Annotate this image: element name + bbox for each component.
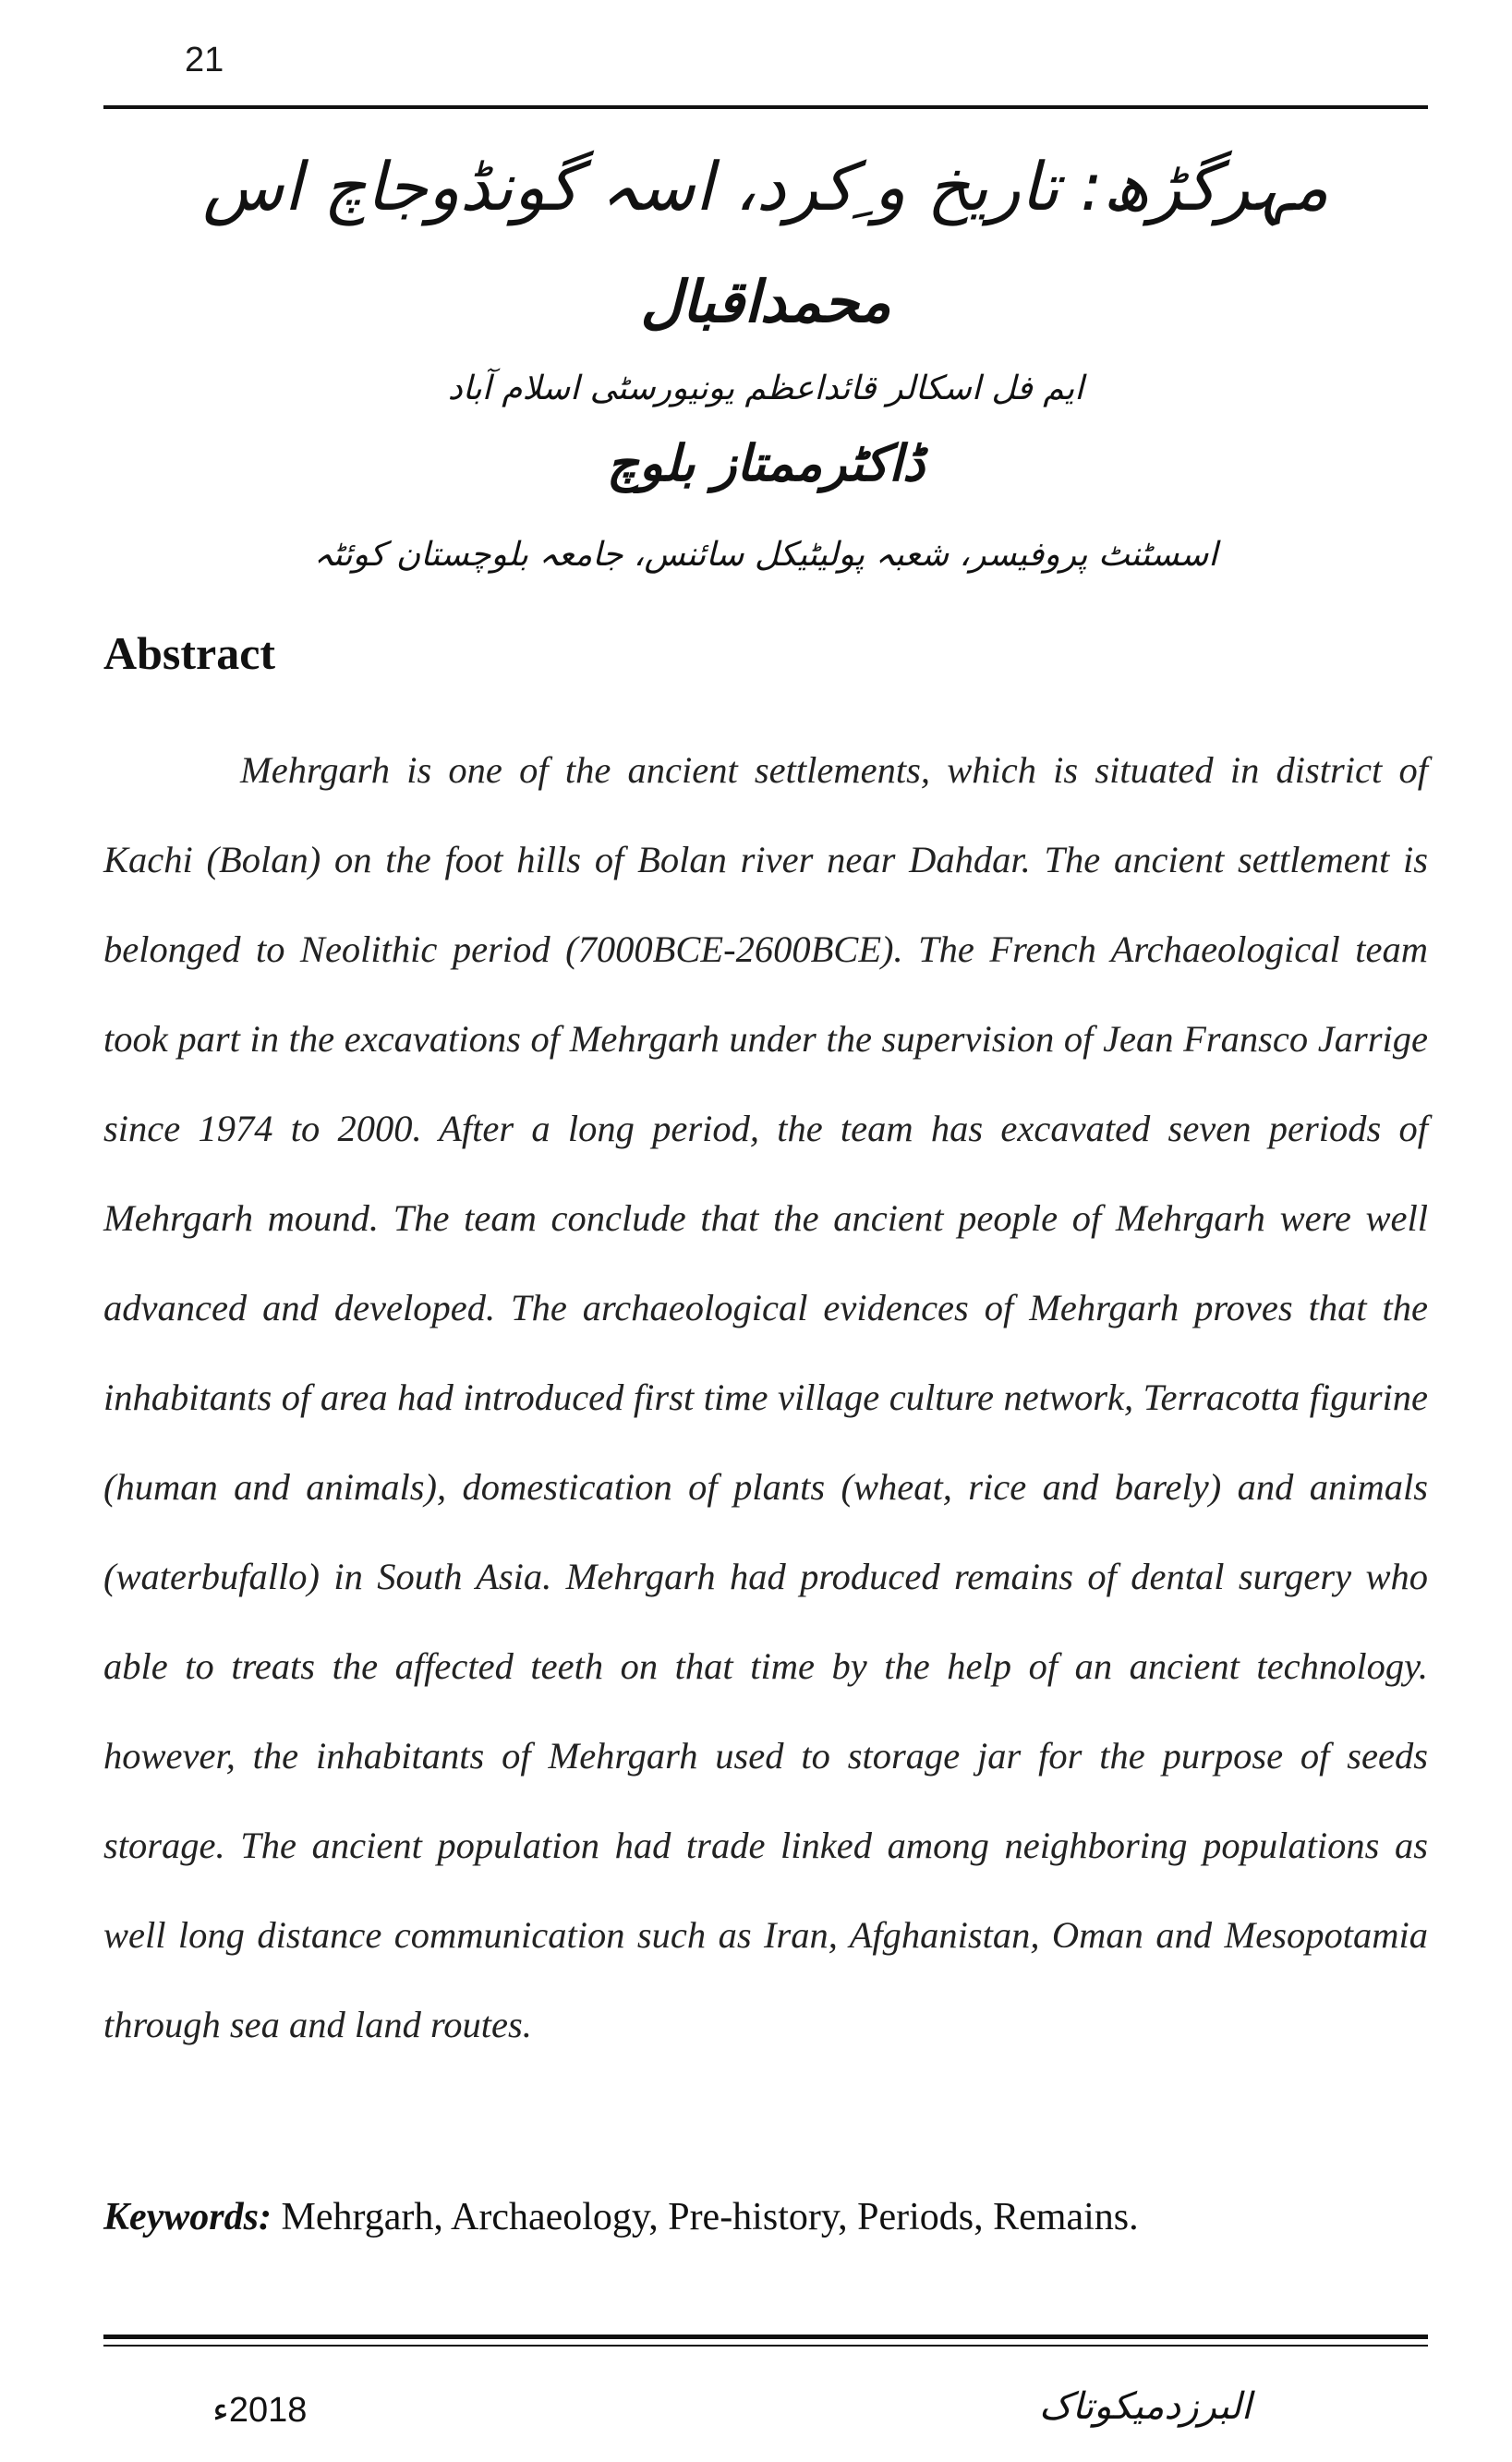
abstract-body: Mehrgarh is one of the ancient settlements, which is situated in district of Kachi (Bolan) on the foot hills of Bolan river near Dahdar. The ancient settlement is belonged to Neolithic period (7000BCE-2600BCE). The French Archaeological team took part in the excavations of Mehrgarh under the supervision of Jean Fransco Jarrige since 1974 to 2000. After a long period, the team has excavated seven periods of Mehrgarh mound. The team conclude that the ancient people of Mehrgarh were well advanced and developed. The archaeological evidences of Mehrgarh proves that the inhabitants of area had introduced first time village culture network, Terracotta figurine (human and animals), domestication of plants (wheat, rice and barely) and animals (waterbufallo) in South Asia. Mehrgarh had produced remains of dental surgery who able to treats the affected teeth on that time by the help of an ancient technology. however, the inhabitants of Mehrgarh used to storage jar for the purpose of seeds storage. The ancient population had trade linked among neighboring populations as well long distance communication such as Iran, Afghanistan, Oman and Mesopotamia through sea and land routes.: [103, 749, 1428, 2045]
footer-year: 2018ء: [212, 2391, 308, 2430]
author-affiliation-2: اسسٹنٹ پروفیسر، شعبہ پولیٹیکل سائنس، جامعہ بلوچستان کوئٹہ: [313, 536, 1218, 574]
footer-journal-name: البرزدمیکوتاک: [1039, 2385, 1252, 2428]
article-title: مہرگڑھ: تاریخ و ِکرد، اسہ گونڈوجاچ اس: [202, 148, 1329, 225]
keywords-label: Keywords:: [103, 2196, 272, 2238]
page-number: 21: [185, 41, 224, 79]
author-name-1: محمداقبال: [640, 268, 891, 335]
keywords-text: Mehrgarh, Archaeology, Pre-history, Periods, Remains.: [272, 2196, 1139, 2238]
author-name-2: ڈاکٹرممتاز بلوچ: [606, 434, 925, 492]
keywords-line: [103, 2195, 1428, 2239]
author-affiliation-1: ایم فل اسکالر قائداعظم یونیورسٹی اسلام آباد: [447, 370, 1084, 407]
header-divider: [103, 105, 1428, 109]
footer-divider-thin: [103, 2345, 1428, 2347]
footer-divider-thick: [103, 2335, 1428, 2339]
abstract-heading: Abstract: [103, 627, 276, 679]
